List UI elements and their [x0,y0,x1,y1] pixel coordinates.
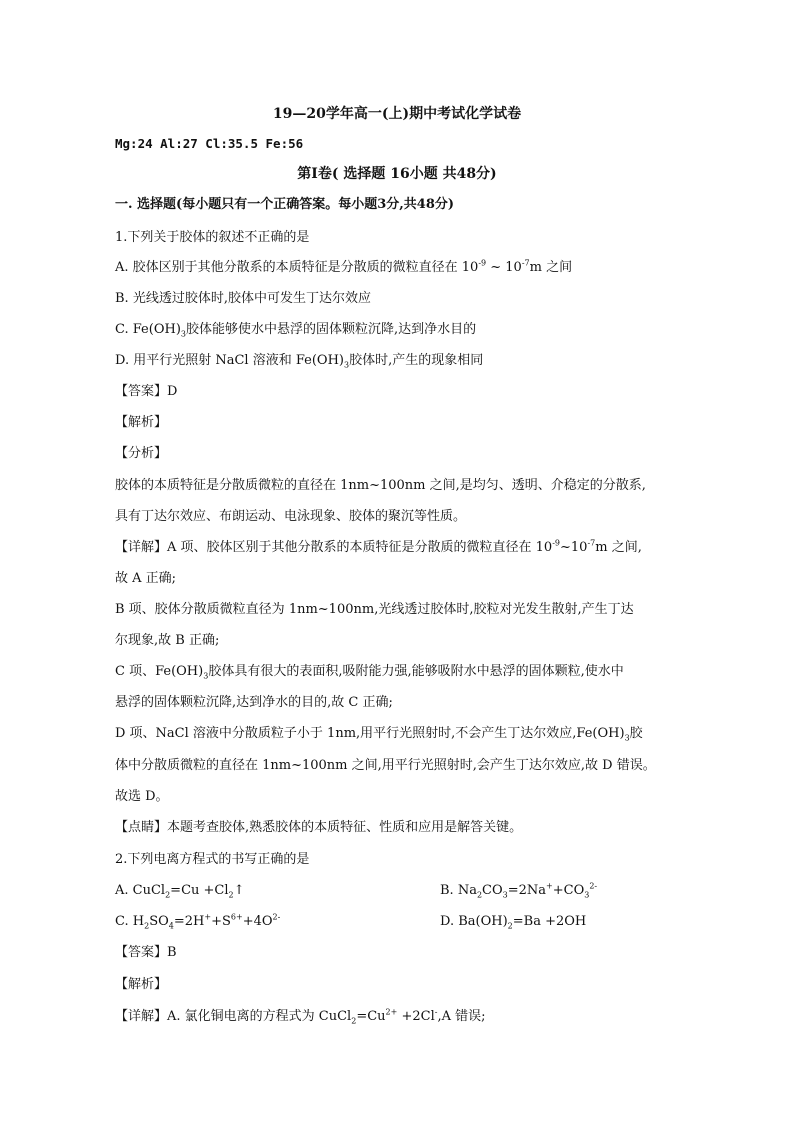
q1-detail-line-8: 体中分散质微粒的直径在 1nm~100nm 之间,用平行光照射时,会产生丁达尔效应,故 D 错误。 [115,758,656,773]
q1-option-d [115,352,685,370]
exam-title: 19—20学年高一(上)期中考试化学试卷 [272,106,522,122]
q1-detail-5-sub: 3 [203,671,209,681]
q2-b-sub2: 3 [502,890,508,900]
q2-detail-mid: =Cu [356,1009,386,1024]
q1-detail-1-text: 【详解】A 项、胶体区别于其他分散系的本质特征是分散质的微粒直径在 10 [115,540,553,555]
q2-detail-post: ,A 错误; [437,1009,486,1024]
q1-option-c [115,321,685,339]
q2-b-mid2: =2Na [507,883,547,898]
q1-detail-1-mid: ~10 [560,540,588,555]
q2-b-sub3: 3 [584,890,590,900]
q1-option-a [115,259,685,277]
q2-a-post: ↑ [233,883,245,898]
q2-c-mid1: SO [149,914,169,929]
q1-dianjing: 【点睛】本题考查胶体,熟悉胶体的本质特征、性质和应用是解答关键。 [115,820,523,835]
q1-detail-line-1 [115,539,685,557]
q1-c-post: 胶体能够使水中悬浮的固体颗粒沉降,达到净水目的 [185,322,477,337]
q1-detail-7-sub: 3 [624,733,630,743]
q2-detail-text: 【详解】A. 氯化铜电离的方程式为 CuCl [115,1009,352,1024]
q2-a-sub1: 2 [165,890,171,900]
q2-b-mid3: +CO [552,883,585,898]
q1-detail-5-post: 胶体具有很大的表面积,吸附能力强,能够吸附水中悬浮的固体颗粒,使水中 [208,664,624,679]
atomic-masses: Mg:24 Al:27 Cl:35.5 Fe:56 [115,136,304,151]
q2-b-text: B. Na [440,883,477,898]
q1-detail-line-9: 故选 D。 [115,789,169,804]
q2-d-text: D. Ba(OH) [440,914,508,929]
q1-d-text: D. 用平行光照射 NaCl 溶液和 Fe(OH) [115,353,344,368]
q2-a-text: A. CuCl [115,883,166,898]
q1-detail-1-sup1: -9 [552,538,560,548]
q1-answer: 【答案】D [115,384,178,399]
q2-c-mid3: +S [211,914,231,929]
q2-c-mid2: =2H [173,914,205,929]
q1-d-sub: 3 [344,360,350,370]
q2-a-sub2: 2 [228,890,234,900]
q2-analysis-label: 【解析】 [115,977,168,992]
q2-c-sup3: 2- [272,912,281,922]
q2-b-sup2: 2- [589,881,598,891]
q1-d-post: 胶体时,产生的现象相同 [349,353,484,368]
q1-detail-line-4: 尔现象,故 B 正确; [115,633,220,648]
q2-c-sup2: 6+ [230,912,243,922]
section-title: 一. 选择题(每小题只有一个正确答案。每小题3分,共48分) [115,197,455,212]
q1-a-sup1: -9 [478,258,487,268]
q1-stem: 1.下列关于胶体的叙述不正确的是 [115,230,310,245]
q2-b-sup1: + [546,881,553,891]
q2-d-sub: 2 [507,921,513,931]
q1-fenxi-label: 【分析】 [115,446,168,461]
part-title: 第Ⅰ卷( 选择题 16小题 共48分) [297,166,497,182]
q1-detail-line-7 [115,725,685,743]
q1-c-text: C. Fe(OH) [115,322,181,337]
q2-c-sub1: 2 [144,921,150,931]
q1-detail-line-3: B 项、胶体分散质微粒直径为 1nm~100nm,光线透过胶体时,胶粒对光发生散射,产生丁达 [115,602,634,617]
q2-c-sup1: + [204,912,212,922]
q1-fenxi-line-1: 胶体的本质特征是分散质微粒的直径在 1nm~100nm 之间,是均匀、透明、介稳定的分散系, [115,478,646,493]
q2-a-mid: =Cu +Cl [170,883,229,898]
q2-b-mid1: CO [482,883,503,898]
q1-detail-1-post: m 之间, [595,540,642,555]
q1-detail-1-sup2: -7 [587,538,596,548]
q2-detail-sub: 2 [351,1016,357,1026]
q1-detail-line-2: 故 A 正确; [115,571,177,586]
q1-detail-line-6: 悬浮的固体颗粒沉降,达到净水的目的,故 C 正确; [115,695,393,710]
q1-c-sub: 3 [180,329,186,339]
q2-b-sub1: 2 [476,890,483,900]
q1-a-sup2: -7 [521,258,530,268]
q2-c-mid4: +4O [242,914,273,929]
q1-analysis-label: 【解析】 [115,415,168,430]
q1-detail-line-5 [115,663,685,681]
q2-stem: 2.下列电离方程式的书写正确的是 [115,852,310,867]
q1-a-text: A. 胶体区别于其他分散系的本质特征是分散质的微粒直径在 10 [115,260,479,275]
q2-detail-line-1 [115,1008,685,1026]
q2-c-text: C. H [115,914,145,929]
q1-detail-5-text: C 项、Fe(OH) [115,664,204,679]
q1-a-mid: ~ 10 [486,260,522,275]
q1-a-post: m 之间 [529,260,573,275]
q2-d-post: =Ba +2OH [512,914,587,929]
q1-detail-7-post: 胶 [629,726,643,741]
q2-option-d [440,913,740,931]
q2-detail-sup2: - [434,1007,438,1017]
q1-fenxi-line-2: 具有丁达尔效应、布朗运动、电泳现象、胶体的聚沉等性质。 [115,509,467,524]
q2-option-b [440,882,740,900]
q2-answer: 【答案】B [115,945,177,960]
q1-detail-7-text: D 项、NaCl 溶液中分散质粒子小于 1nm,用平行光照射时,不会产生丁达尔效应,Fe(OH) [115,726,625,741]
q2-option-a [115,882,415,900]
q1-option-b: B. 光线透过胶体时,胶体中可发生丁达尔效应 [115,291,371,306]
q2-option-c [115,913,415,931]
q2-c-sub2: 4 [168,921,174,931]
q2-detail-sup1: 2+ [385,1007,398,1017]
q2-detail-mid2: +2Cl [397,1009,435,1024]
